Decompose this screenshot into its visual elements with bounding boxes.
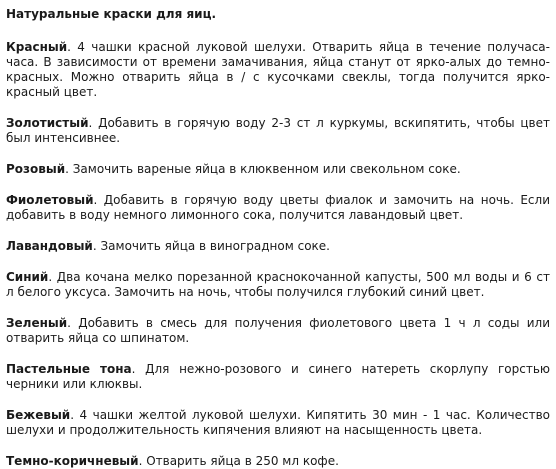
entry-name: Зеленый <box>6 316 68 330</box>
entry-name: Лавандовый <box>6 239 93 253</box>
entry-text: . Два кочана мелко порезанной краснокочанной капусты, 500 мл воды и 6 ст л белого уксуса. Замочить на ночь, чтобы получился глубокий синий цвет. <box>6 270 550 299</box>
entry-pastel <box>6 362 550 392</box>
entry-name: Золотистый <box>6 116 89 130</box>
entry-name: Фиолетовый <box>6 193 94 207</box>
entry-text: . Добавить в горячую воду цветы фиалок и замочить на ночь. Если добавить в воду немного лимонного сока, получится лавандовый цвет. <box>6 193 550 222</box>
entry-blue <box>6 270 550 300</box>
entry-pink <box>6 162 550 177</box>
entry-red <box>6 40 550 100</box>
entry-text: . Замочить яйца в виноградном соке. <box>92 239 330 253</box>
page-title <box>6 7 550 22</box>
entry-lavender <box>6 239 550 254</box>
entry-name: Пастельные тона <box>6 362 132 376</box>
entry-name: Темно-коричневый <box>6 454 139 468</box>
entry-text: . 4 чашки красной луковой шелухи. Отварить яйца в течение получаса-часа. В зависимости от времени замачивания, яйца станут от ярко-алых до темно-красных. Можно отварить яйца в / с кусочками свеклы, тогда получится ярко-красный цвет. <box>6 40 550 99</box>
entry-beige <box>6 408 550 438</box>
entry-violet <box>6 193 550 223</box>
page-title-text: Натуральные краски для яиц <box>6 7 212 21</box>
entry-text: . Добавить в смесь для получения фиолетового цвета 1 ч л соды или отварить яйца со шпинатом. <box>6 316 550 345</box>
entry-text: . Для нежно-розового и синего натереть скорлупу горстью черники или клюквы. <box>6 362 550 391</box>
entry-name: Красный <box>6 40 68 54</box>
entry-name: Розовый <box>6 162 66 176</box>
entry-name: Синий <box>6 270 49 284</box>
entry-golden <box>6 116 550 146</box>
entry-dark-brown <box>6 454 550 469</box>
entry-text: . Добавить в горячую воду 2-3 ст л куркумы, вскипятить, чтобы цвет был интенсивнее. <box>6 116 550 145</box>
entry-text: . Отварить яйца в 250 мл кофе. <box>138 454 339 468</box>
page-title-period: . <box>211 7 217 21</box>
entry-name: Бежевый <box>6 408 71 422</box>
entry-text: . Замочить вареные яйца в клюквенном или свекольном соке. <box>65 162 461 176</box>
entry-green <box>6 316 550 346</box>
entry-text: . 4 чашки желтой луковой шелухи. Кипятить 30 мин - 1 час. Количество шелухи и продолжительность кипячения влияют на насыщенность цвета. <box>6 408 550 437</box>
